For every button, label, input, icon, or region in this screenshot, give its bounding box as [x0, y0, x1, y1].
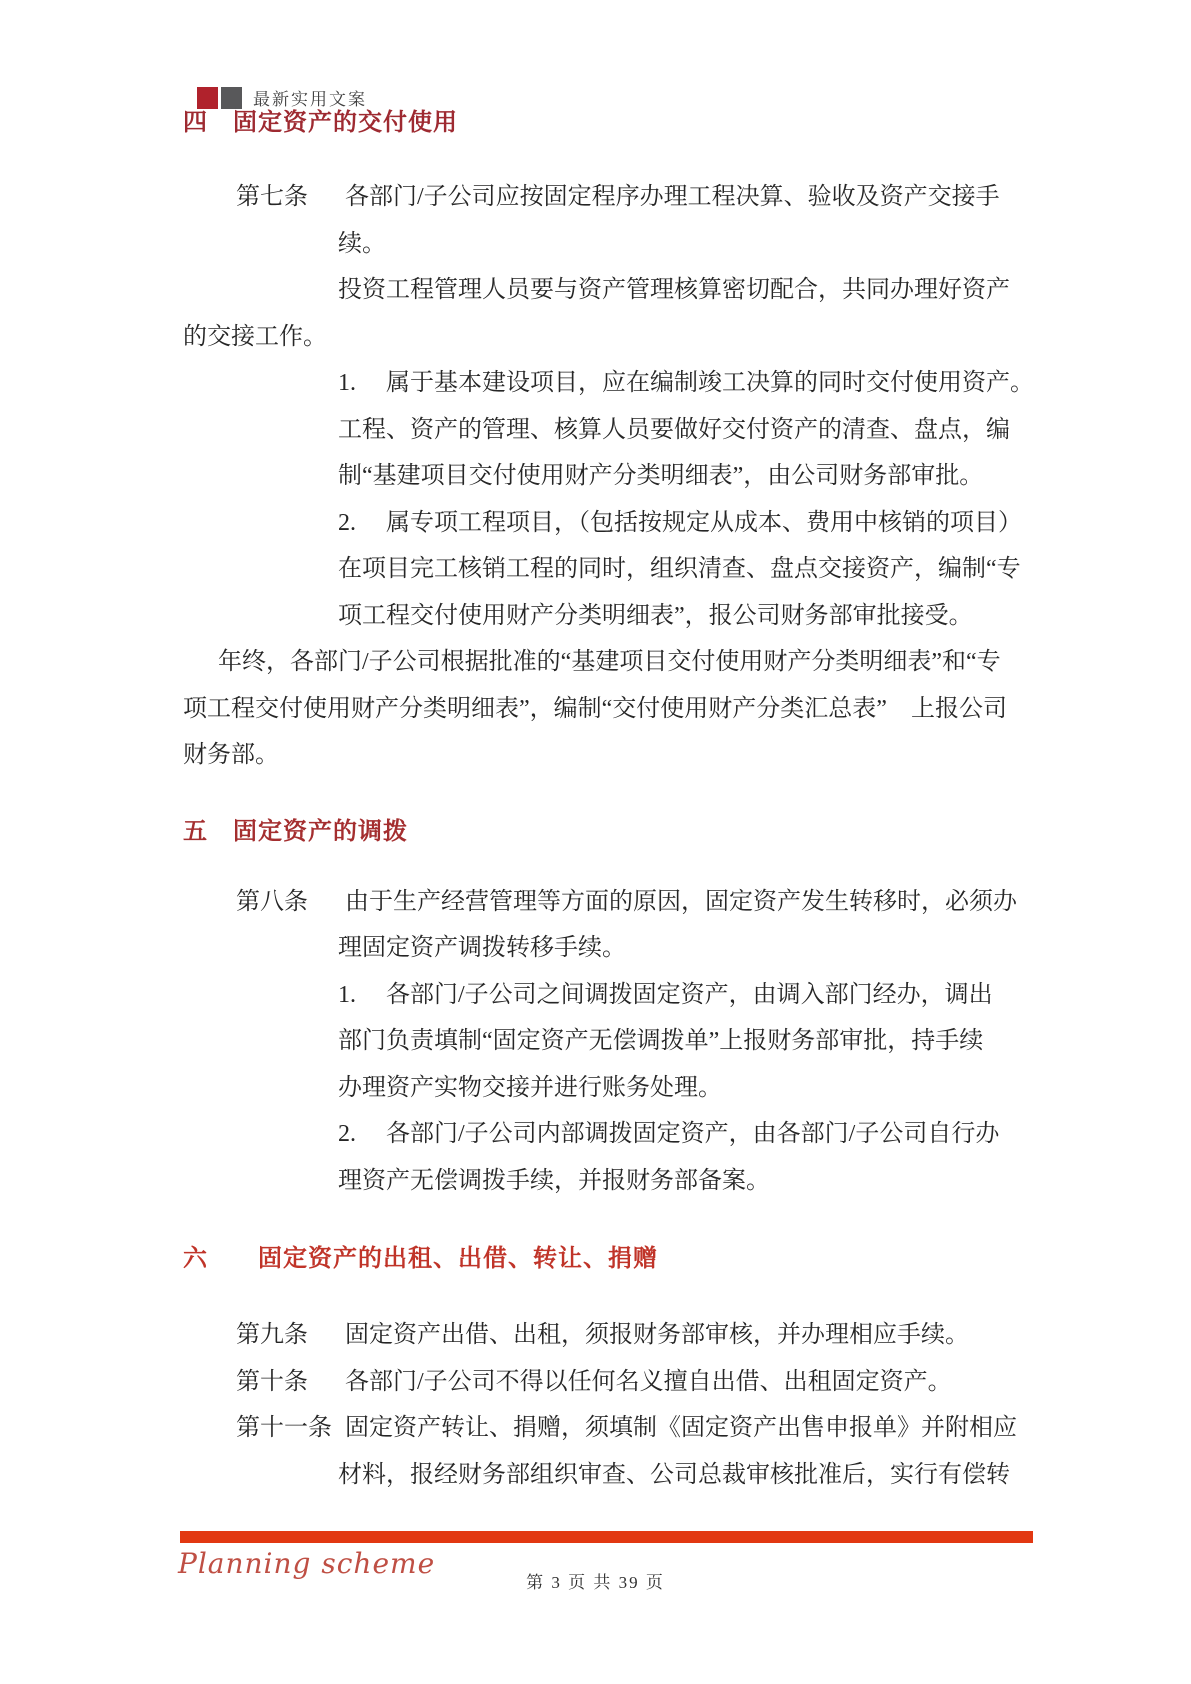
section-heading-5: 五 固定资产的调拨	[183, 818, 408, 845]
article-label: 第十一条	[236, 1415, 332, 1441]
section-heading-4: 四 固定资产的交付使用	[183, 110, 458, 136]
document-line: 项工程交付使用财产分类明细表”，报公司财务部审批接受。	[338, 602, 973, 629]
document-line: 理固定资产调拨转移手续。	[338, 935, 626, 961]
document-line	[236, 879, 1191, 926]
section-6-paragraphs	[183, 1312, 1191, 1498]
document-line: 财务部。	[183, 742, 279, 768]
line-text: 各部门/子公司应按固定程序办理工程决算、验收及资产交接手	[345, 184, 1000, 210]
article-label: 第十条	[236, 1368, 308, 1395]
section-4-paragraphs	[183, 174, 1191, 779]
section-5-paragraphs	[183, 879, 1191, 1205]
article-label: 第七条	[236, 184, 308, 210]
footer-brand-text: Planning scheme	[178, 1547, 436, 1580]
document-line	[236, 174, 1191, 221]
section-heading-6: 六 固定资产的出租、出借、转让、捐赠	[183, 1246, 658, 1272]
document-line: 1. 各部门/子公司之间调拨固定资产，由调入部门经办，调出	[338, 981, 993, 1008]
footer-accent-bar	[180, 1531, 1033, 1543]
document-line: 2. 各部门/子公司内部调拨固定资产，由各部门/子公司自行办	[338, 1121, 1000, 1147]
document-line	[236, 1359, 1191, 1406]
document-line: 2. 属专项工程项目，（包括按规定从成本、费用中核销的项目）	[338, 509, 1022, 536]
line-text: 固定资产出借、出租，须报财务部审核，并办理相应手续。	[345, 1322, 969, 1348]
document-line: 投资工程管理人员要与资产管理核算密切配合，共同办理好资产	[338, 277, 1010, 303]
document-line	[236, 1405, 1191, 1452]
document-line: 项工程交付使用财产分类明细表”，编制“交付使用财产分类汇总表” 上报公司	[183, 695, 1007, 722]
line-text: 固定资产转让、捐赠，须填制《固定资产出售申报单》并附相应	[345, 1415, 1017, 1441]
document-line: 在项目完工核销工程的同时，组织清查、盘点交接资产，编制“专	[338, 556, 1021, 582]
document-line: 续。	[338, 230, 386, 257]
page-number: 第 3 页 共 39 页	[526, 1573, 665, 1592]
document-line: 工程、资产的管理、核算人员要做好交付资产的清查、盘点，编	[338, 416, 1010, 443]
document-line: 部门负责填制“固定资产无偿调拨单”上报财务部审批，持手续	[338, 1028, 984, 1054]
document-line	[236, 1312, 1191, 1359]
article-label: 第八条	[236, 888, 308, 915]
document-line: 理资产无偿调拨手续，并报财务部备案。	[338, 1167, 770, 1194]
document-line: 办理资产实物交接并进行账务处理。	[338, 1074, 722, 1101]
article-label: 第九条	[236, 1322, 308, 1348]
document-line: 的交接工作。	[183, 323, 327, 350]
line-text: 由于生产经营管理等方面的原因，固定资产发生转移时，必须办	[345, 888, 1017, 915]
document-line: 1. 属于基本建设项目，应在编制竣工决算的同时交付使用资产。	[338, 370, 1034, 396]
document-line: 年终，各部门/子公司根据批准的“基建项目交付使用财产分类明细表”和“专	[218, 649, 1001, 675]
line-text: 各部门/子公司不得以任何名义擅自出借、出租固定资产。	[345, 1368, 952, 1395]
document-body	[183, 0, 1191, 1498]
document-line: 制“基建项目交付使用财产分类明细表”，由公司财务部审批。	[338, 463, 984, 489]
brand-text: 最新实用文案	[253, 90, 367, 109]
document-line: 材料，报经财务部组织审查、公司总裁审核批准后，实行有偿转	[338, 1461, 1010, 1488]
